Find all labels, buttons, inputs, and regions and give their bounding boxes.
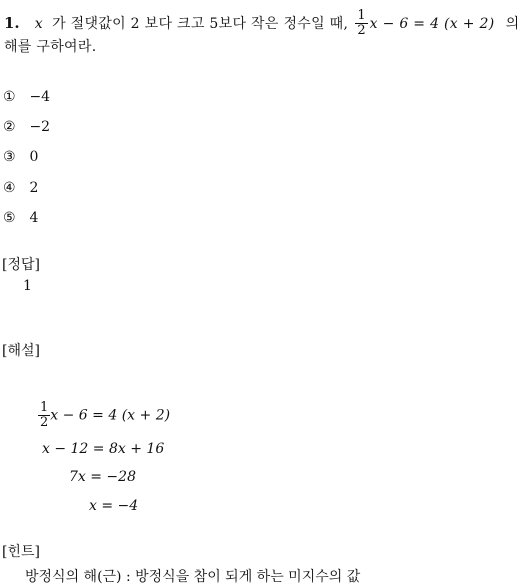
option-mark: ③ [3, 149, 16, 165]
solution-label: [해설] [2, 343, 40, 359]
question-text: 가 절댓값이 2 보다 크고 5보다 작은 정수일 때, [52, 16, 349, 32]
option-value: 0 [29, 149, 39, 165]
question-line-1 [4, 9, 519, 38]
solution-step-2: x − 12 = 8x + 16 [42, 441, 165, 457]
question-line-2: 해를 구하여라. [4, 39, 97, 55]
answer-label: [정답] [2, 257, 40, 273]
answer-value: 1 [23, 278, 32, 294]
option-5[interactable] [3, 210, 38, 226]
fraction-numerator: 1 [40, 400, 49, 415]
question-fraction [355, 9, 367, 38]
option-3[interactable] [3, 149, 38, 165]
option-value: 4 [29, 210, 39, 226]
option-4[interactable] [3, 180, 38, 196]
question-variable: x [34, 16, 43, 32]
option-mark: ② [3, 119, 16, 135]
solution-step-1 [38, 401, 170, 430]
option-2[interactable] [3, 119, 50, 135]
question-tail: 의 [505, 16, 520, 32]
option-mark: ⑤ [3, 210, 16, 226]
hint-label: [힌트] [2, 544, 40, 560]
fraction-denominator: 2 [40, 415, 49, 430]
option-1[interactable] [3, 89, 50, 105]
solution-step-3: 7x = −28 [69, 469, 136, 485]
fraction-numerator: 1 [357, 8, 366, 23]
step-equation: x − 6 = 4 (x + 2) [50, 407, 171, 424]
hint-text: 방정식의 해(근) : 방정식을 참이 되게 하는 미지수의 값 [25, 569, 361, 585]
step-fraction [38, 401, 50, 430]
fraction-denominator: 2 [357, 23, 366, 38]
option-value: −4 [29, 89, 51, 105]
option-mark: ① [3, 89, 16, 105]
solution-step-4: x = −4 [89, 498, 139, 514]
question-equation: x − 6 = 4 (x + 2) [369, 16, 495, 32]
option-value: −2 [29, 119, 51, 135]
option-value: 2 [29, 180, 39, 196]
option-mark: ④ [3, 180, 16, 196]
question-number: 1. [4, 14, 20, 32]
